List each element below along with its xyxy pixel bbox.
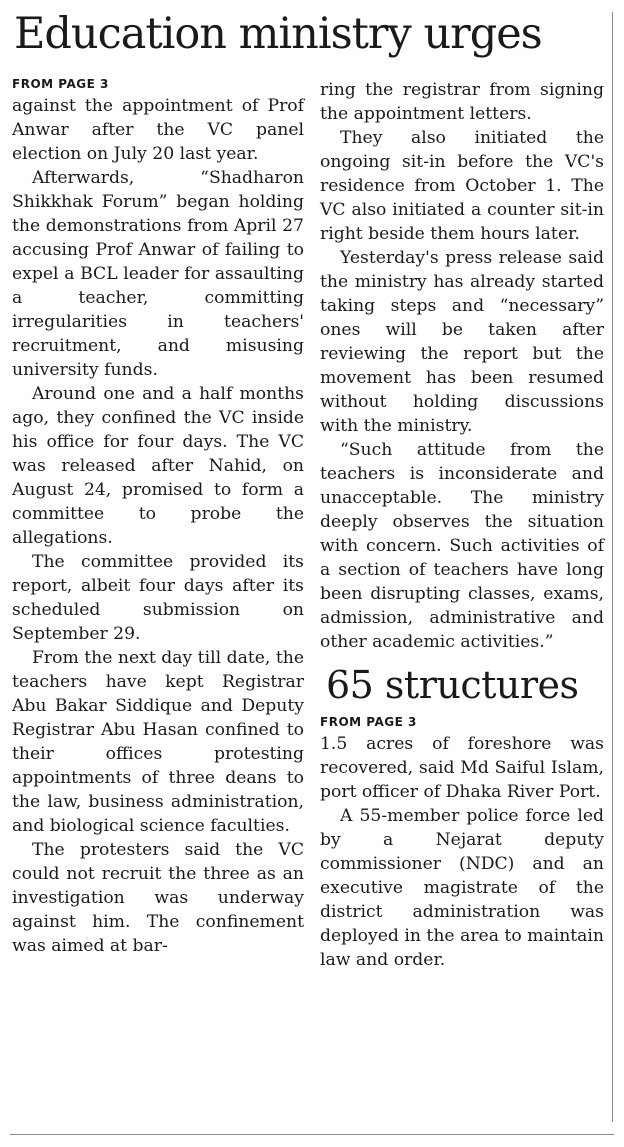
paragraph: 1.5 acres of foreshore was recovered, said Md Saiful Islam, port officer of Dhaka River Port. xyxy=(320,734,604,802)
paragraph: The protesters said the VC could not recruit the three as an investigation was underway against him. The confinement was aimed at bar- xyxy=(12,840,304,956)
paragraph: Afterwards, “Shadharon Shikkhak Forum” began holding the demonstrations from April 27 accusing Prof Anwar of failing to expel a BCL leader for assaulting a teacher, committing irregularities in teachers' recruitment, and misusing university funds. xyxy=(12,168,304,380)
article-left-column xyxy=(12,74,304,958)
from-page-label: FROM PAGE 3 xyxy=(12,77,109,91)
article-right-column xyxy=(320,78,604,972)
paragraph: The committee provided its report, albeit four days after its scheduled submission on September 29. xyxy=(12,552,304,644)
paragraph: From the next day till date, the teachers have kept Registrar Abu Bakar Siddique and Deputy Registrar Abu Hasan confined to their offices protesting appointments of three deans to the law, business administration, and biological science faculties. xyxy=(12,648,304,836)
bottom-rule xyxy=(10,1134,614,1135)
paragraph: Yesterday's press release said the ministry has already started taking steps and “necessary” ones will be taken after reviewing the report but the movement has been resumed without holding discussions with the ministry. xyxy=(320,248,604,436)
second-article-headline: 65 structures xyxy=(326,663,579,707)
paragraph: ring the registrar from signing the appointment letters. xyxy=(320,80,604,124)
from-page-label: FROM PAGE 3 xyxy=(320,715,417,729)
headline: Education ministry urges xyxy=(14,9,542,59)
paragraph: Around one and a half months ago, they confined the VC inside his office for four days. The VC was released after Nahid, on August 24, promised to form a committee to probe the allegations. xyxy=(12,384,304,548)
paragraph: “Such attitude from the teachers is inconsiderate and unacceptable. The ministry deeply observes the situation with concern. Such activities of a section of teachers have long been disrupting classes, exams, admission, administrative and other academic activities.” xyxy=(320,440,604,652)
paragraph: against the appointment of Prof Anwar after the VC panel election on July 20 last year. xyxy=(12,96,304,164)
paragraph: A 55-member police force led by a Nejarat deputy commissioner (NDC) and an executive magistrate of the district administration was deployed in the area to maintain law and order. xyxy=(320,806,604,970)
column-divider xyxy=(612,12,613,1122)
paragraph: They also initiated the ongoing sit-in before the VC's residence from October 1. The VC also initiated a counter sit-in right beside them hours later. xyxy=(320,128,604,244)
